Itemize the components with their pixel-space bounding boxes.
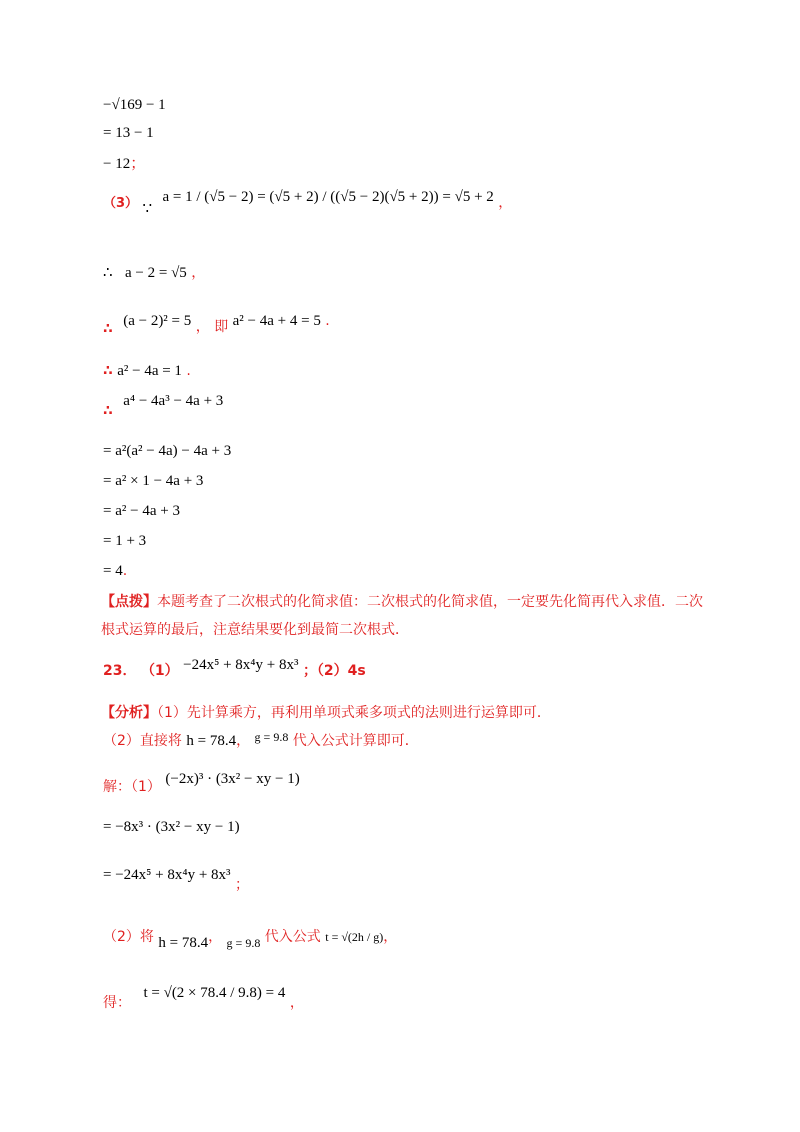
- part3-expr-row: [103, 393, 224, 419]
- part3-square-row: [103, 313, 330, 337]
- fenxi-row: [101, 706, 551, 720]
- part3-row: [103, 189, 513, 217]
- comma-mark: ，: [236, 733, 251, 749]
- fenxi-line2-row: [103, 730, 419, 749]
- part3-step4: = 1 + 3: [103, 533, 147, 549]
- sol2-result-row: [103, 985, 304, 1011]
- because-symbol: ∵: [142, 201, 153, 217]
- part3-label: （3）: [103, 196, 139, 211]
- sol2-start: （2）将: [103, 929, 154, 945]
- part3-result1: a² − 4a = 1: [117, 363, 182, 379]
- therefore-symbol: ∴: [103, 363, 113, 379]
- g-value: g = 9.8: [254, 730, 289, 744]
- part3-comma: ，: [498, 195, 513, 211]
- therefore-symbol: ∴: [103, 403, 113, 419]
- comma-mark: ，: [191, 265, 206, 281]
- step-12: [103, 156, 145, 172]
- period-mark: .: [325, 313, 330, 329]
- fenxi-label: 【分析】: [101, 705, 157, 721]
- fenxi-line1: （1）先计算乘方，再利用单项式乘多项式的法则进行运算即可．: [157, 705, 551, 721]
- semicolon-mark: ；: [235, 877, 249, 893]
- therefore-symbol: ∴: [103, 265, 113, 281]
- sol2-substitute: 代入公式: [264, 929, 321, 945]
- period-mark: .: [186, 363, 191, 379]
- h-value: h = 78.4: [186, 733, 237, 749]
- part3-a-equation: [163, 190, 494, 205]
- step-12-text: − 12: [103, 156, 131, 172]
- part3-step1: = a²(a² − 4a) − 4a + 3: [103, 443, 232, 459]
- step-neg-sqrt169-text: −√169 − 1: [103, 97, 166, 113]
- sol1-step2-row: [103, 867, 249, 893]
- q23-answer1: −24x⁵ + 8x⁴y + 8x³: [183, 657, 299, 673]
- h-value: h = 78.4: [158, 935, 209, 951]
- part3-a-equation-text: a = 1 / (√5 − 2) = (√5 + 2) / ((√5 − 2)(√5 + 2)) = √5 + 2: [162, 189, 494, 205]
- part3-step3: = a² − 4a + 3: [103, 503, 180, 519]
- q23-answer-row: [103, 657, 366, 679]
- period-mark: .: [122, 563, 128, 579]
- part3-step5: = 4: [103, 563, 123, 579]
- part3-a-minus-2-row: [103, 266, 205, 281]
- sol1-step1: = −8x³ · (3x² − xy − 1): [103, 819, 240, 835]
- q23-part2: ；（2）4s: [302, 663, 366, 679]
- comma-mark: ，: [383, 929, 398, 945]
- therefore-symbol: ∴: [103, 321, 113, 337]
- de-label: 得：: [103, 995, 131, 1011]
- ji-label: 即: [214, 319, 229, 335]
- g-value: g = 9.8: [226, 936, 261, 950]
- step-13-minus-1: = 13 − 1: [103, 125, 154, 141]
- dianbo-text: 本题考查了二次根式的化简求值：二次根式的化简求值，一定要先化简再代入求值．二次根式运算的最后，注意结果要化到最简二次根式．: [101, 594, 703, 638]
- dianbo-paragraph: [101, 588, 711, 644]
- fenxi-line2-start: （2）直接将: [103, 733, 182, 749]
- formula-t: t = √(2h / g): [325, 930, 384, 944]
- q23-part1-label: （1）: [140, 663, 179, 679]
- q23-number: 23．: [103, 663, 137, 679]
- part3-square: (a − 2)² = 5: [123, 313, 192, 329]
- comma-mark: ，: [289, 995, 304, 1011]
- part3-expr: a⁴ − 4a³ − 4a + 3: [123, 393, 224, 409]
- solution1-row: [103, 771, 300, 795]
- part3-step5-row: [103, 564, 127, 579]
- sol2-calculation: t = √(2 × 78.4 / 9.8) = 4: [143, 985, 286, 1001]
- fenxi-line2-end: 代入公式计算即可．: [292, 733, 419, 749]
- part3-expand: a² − 4a + 4 = 5: [232, 313, 321, 329]
- dianbo-label: 【点拨】: [101, 594, 157, 610]
- comma-mark: ，: [195, 319, 210, 335]
- step-neg-sqrt169: [103, 98, 166, 113]
- jie-label: 解：（1）: [103, 779, 161, 795]
- part3-a-minus-2: a − 2 = √5: [125, 265, 187, 281]
- part3-step2: = a² × 1 − 4a + 3: [103, 473, 204, 489]
- comma-mark: ，: [208, 929, 223, 945]
- solution2-row: [103, 929, 398, 951]
- step-12-semicolon: ；: [130, 154, 146, 172]
- sol1-step2: = −24x⁵ + 8x⁴y + 8x³: [103, 867, 231, 883]
- part3-result1-row: [103, 364, 191, 379]
- sol1-expression: (−2x)³ · (3x² − xy − 1): [165, 771, 300, 787]
